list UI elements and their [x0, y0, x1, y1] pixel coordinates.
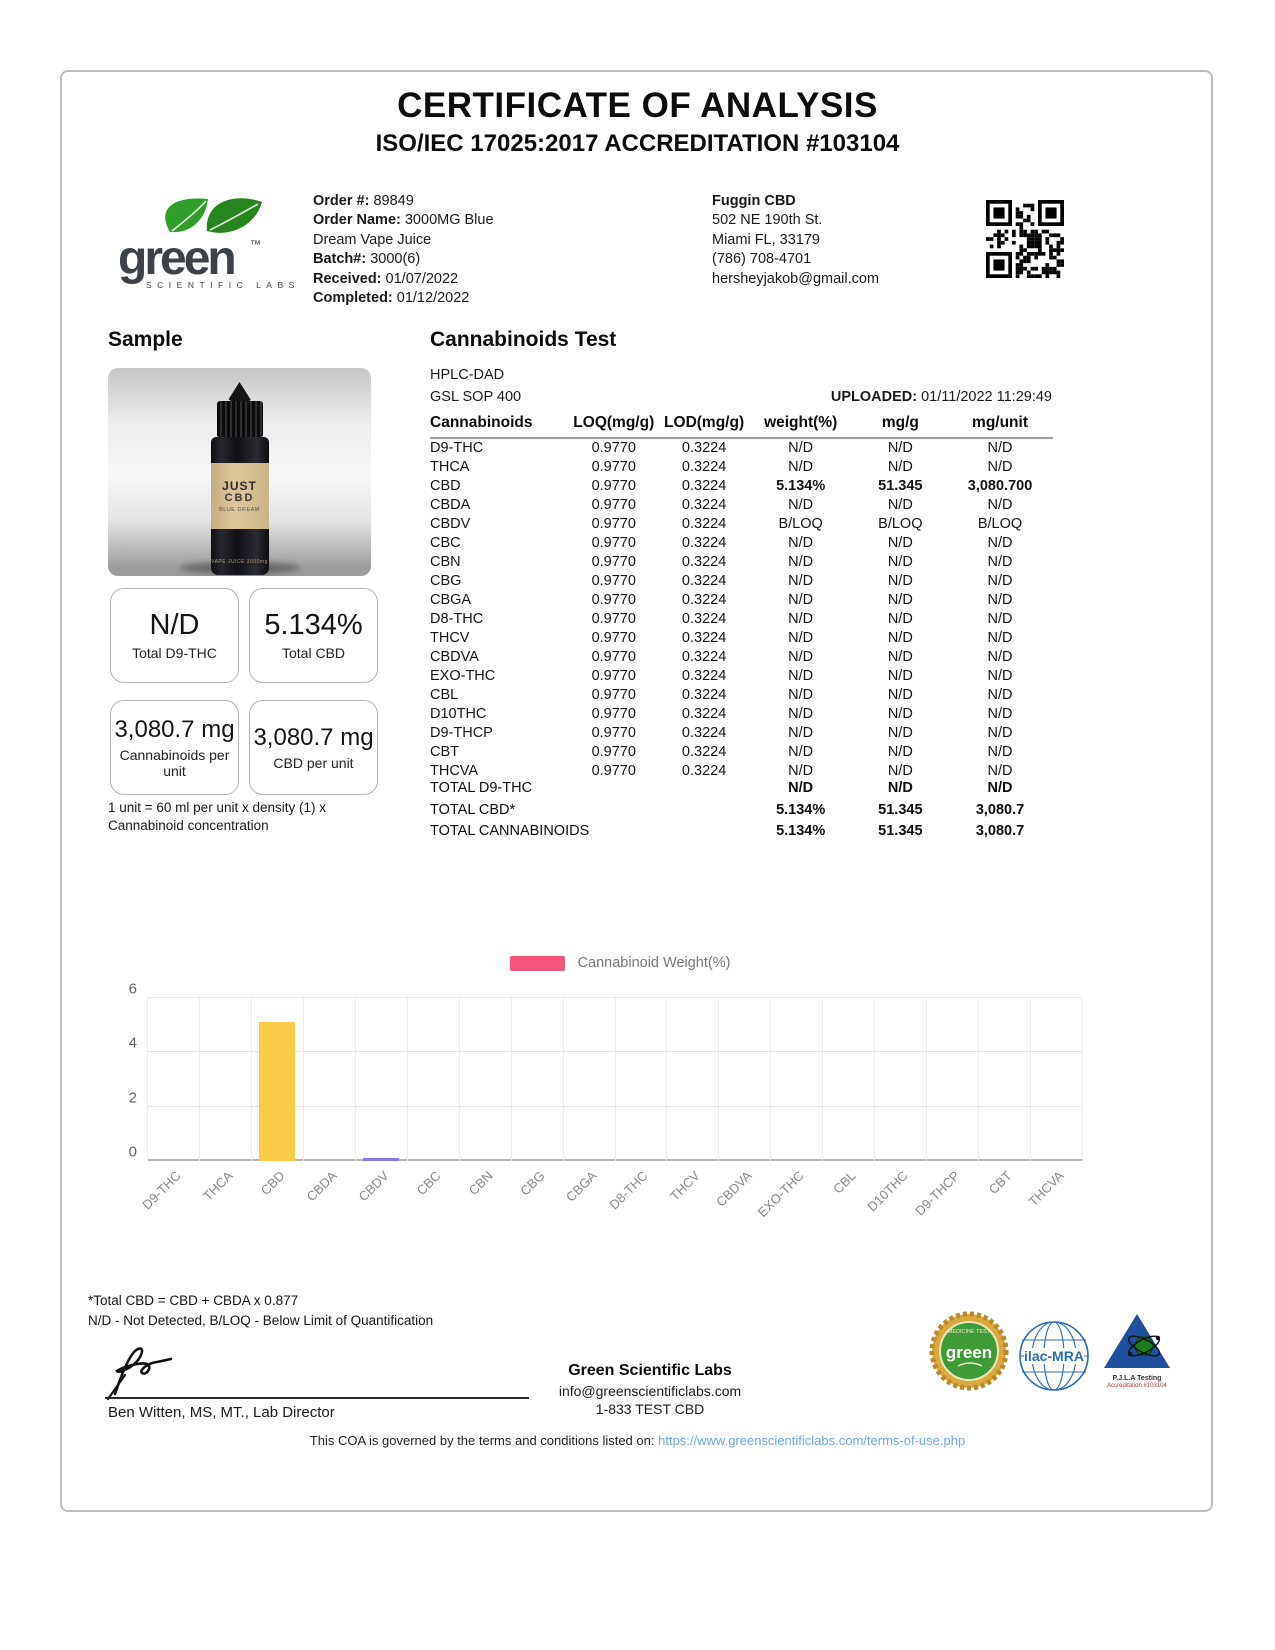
total-cell: 3,080.7 — [975, 823, 1025, 839]
total-cell: 5.134% — [776, 823, 826, 839]
lab-contact — [420, 1360, 880, 1419]
table-cell: N/D — [887, 724, 913, 741]
bottle-brand-bottom: CBD — [224, 491, 255, 504]
order-field: Order #: 89849 — [313, 193, 414, 209]
x-tick-label: CBGA — [562, 1168, 600, 1205]
chart-legend — [135, 955, 1105, 971]
table-cell: 0.3224 — [681, 629, 727, 646]
table-cell: 0.9770 — [591, 572, 636, 589]
table-cell: 0.3224 — [681, 667, 727, 684]
chart-plot-area — [128, 980, 1082, 1161]
table-cell: N/D — [887, 496, 913, 513]
table-cell: N/D — [887, 553, 913, 570]
table-cell: 0.9770 — [591, 648, 636, 665]
table-cell: 0.3224 — [681, 477, 727, 494]
x-tick-label: CBDVA — [713, 1168, 755, 1210]
table-cell: N/D — [788, 705, 814, 722]
table-cell: N/D — [788, 496, 814, 513]
table-cell: N/D — [987, 648, 1013, 665]
ilac-mra-icon — [1016, 1318, 1092, 1394]
stat-cbd-per-unit — [249, 700, 378, 795]
vertical-gridline — [978, 998, 979, 1161]
sop-uploaded-row — [430, 389, 1052, 405]
qr-code — [986, 200, 1064, 278]
x-tick-label: THCA — [199, 1168, 236, 1204]
y-tick-label: 0 — [128, 1143, 137, 1161]
footnote-abbreviations: N/D - Not Detected, B/LOQ - Below Limit of Quantification — [88, 1313, 434, 1329]
stat-value: 3,080.7 mg — [253, 723, 374, 751]
table-cell: 0.3224 — [681, 496, 727, 513]
vertical-gridline — [563, 998, 564, 1161]
table-cell: N/D — [788, 553, 814, 570]
client-line: hersheyjakob@gmail.com — [712, 270, 880, 287]
table-cell: N/D — [788, 686, 814, 703]
table-cell: 0.3224 — [681, 515, 727, 532]
lab-phone: 1-833 TEST CBD — [595, 1401, 705, 1418]
table-cell: N/D — [987, 591, 1013, 608]
table-cell: 0.3224 — [681, 440, 727, 456]
stat-label: CBD per unit — [273, 754, 354, 771]
table-cell: EXO-THC — [430, 667, 496, 684]
total-row — [430, 823, 1053, 845]
x-tick-label: THCV — [667, 1168, 704, 1204]
table-cell: N/D — [788, 572, 814, 589]
table-cell: 0.3224 — [681, 610, 727, 627]
table-row — [430, 685, 1053, 704]
lab-name: Green Scientific Labs — [568, 1362, 732, 1379]
bottle-variant: BLUE DREAM — [219, 506, 260, 513]
table-cell: N/D — [887, 440, 913, 456]
table-cell: CBGA — [430, 591, 472, 608]
product-bottle — [210, 382, 270, 575]
bottle-label — [211, 463, 269, 529]
uploaded-timestamp: UPLOADED: 01/11/2022 11:29:49 — [830, 389, 1052, 405]
table-cell: B/LOQ — [778, 515, 823, 532]
vertical-gridline — [459, 998, 460, 1161]
order-field: Completed: 01/12/2022 — [313, 290, 470, 307]
table-row — [430, 514, 1053, 533]
table-cell: N/D — [887, 534, 913, 551]
client-line: (786) 708-4701 — [712, 251, 812, 268]
vertical-gridline — [147, 998, 148, 1161]
table-cell: CBDV — [430, 515, 471, 532]
vertical-gridline — [666, 998, 667, 1161]
x-tick-label: CBDV — [355, 1168, 392, 1205]
table-cell: N/D — [987, 743, 1013, 760]
table-cell: 0.9770 — [591, 591, 636, 608]
total-cell: TOTAL CBD* — [430, 801, 516, 818]
x-tick-label: THCVA — [1025, 1168, 1067, 1210]
bottle-cap — [217, 401, 263, 437]
svg-text:™: ™ — [250, 239, 261, 251]
table-cell: CBL — [430, 686, 459, 703]
table-cell: 0.3224 — [681, 553, 727, 570]
terms-line — [0, 1433, 1275, 1448]
terms-link[interactable]: https://www.greenscientificlabs.com/terms-of-use.php — [658, 1433, 966, 1448]
sample-heading: Sample — [108, 328, 183, 351]
vertical-gridline — [511, 998, 512, 1161]
y-tick-label: 6 — [128, 980, 137, 998]
x-tick-label: CBDA — [303, 1168, 340, 1205]
pjla-triangle-icon — [1100, 1312, 1174, 1370]
column-header: mg/g — [854, 412, 947, 438]
column-header: LOQ(mg/g) — [567, 412, 660, 438]
table-cell: 0.9770 — [591, 686, 636, 703]
table-cell: N/D — [788, 440, 814, 456]
table-cell: N/D — [887, 686, 913, 703]
vertical-gridline — [1082, 998, 1083, 1161]
table-cell: N/D — [987, 458, 1013, 475]
svg-text:green: green — [118, 232, 234, 285]
vertical-gridline — [874, 998, 875, 1161]
unit-definition-note: 1 unit = 60 ml per unit x density (1) x Cannabinoid concentration — [108, 800, 326, 833]
legend-label: Cannabinoid Weight(%) — [577, 955, 731, 971]
table-cell: N/D — [987, 667, 1013, 684]
table-row — [430, 495, 1053, 514]
stat-total-d9thc — [110, 588, 239, 683]
table-cell: N/D — [788, 610, 814, 627]
total-cell: 5.134% — [776, 801, 826, 818]
table-cell: N/D — [987, 705, 1013, 722]
client-line: Miami FL, 33179 — [712, 231, 820, 248]
chart-x-axis-labels — [139, 1161, 1082, 1241]
table-cell: N/D — [987, 553, 1013, 570]
badge-ilac-mra — [1016, 1318, 1092, 1399]
terms-text: This COA is governed by the terms and conditions listed on: — [309, 1433, 655, 1448]
total-cell: TOTAL CANNABINOIDS — [430, 823, 590, 839]
x-tick-label: D10THC — [864, 1168, 911, 1215]
table-cell: THCVA — [430, 762, 479, 779]
table-cell: CBG — [430, 572, 462, 589]
total-cell: N/D — [987, 780, 1013, 796]
table-cell: N/D — [987, 629, 1013, 646]
table-cell: N/D — [788, 458, 814, 475]
table-cell: 0.3224 — [681, 743, 727, 760]
table-cell: 0.3224 — [681, 534, 727, 551]
order-field: Batch#: 3000(6) — [313, 251, 421, 268]
test-method: HPLC-DAD — [430, 367, 505, 383]
x-tick-label: CBL — [830, 1168, 859, 1197]
table-cell: THCA — [430, 458, 470, 475]
client-name: Fuggin CBD — [712, 193, 796, 209]
test-sop: GSL SOP 400 — [430, 389, 522, 405]
table-cell: 0.9770 — [591, 496, 636, 513]
document-title: CERTIFICATE OF ANALYSIS — [397, 86, 878, 125]
table-cell: N/D — [887, 458, 913, 475]
y-tick-label: 2 — [128, 1089, 137, 1107]
badge-green-seal — [928, 1310, 1010, 1397]
svg-text:ilac-MRA: ilac-MRA — [1024, 1348, 1084, 1364]
stat-value: 5.134% — [264, 609, 363, 642]
table-cell: CBDVA — [430, 648, 479, 665]
table-cell: N/D — [788, 762, 814, 779]
table-cell: 0.9770 — [591, 515, 636, 532]
total-cell: 3,080.7 — [975, 801, 1025, 818]
totals-rows — [430, 780, 1053, 845]
table-cell: 5.134% — [776, 477, 826, 494]
table-cell: N/D — [987, 496, 1013, 513]
table-row — [430, 476, 1053, 495]
lab-email: info@greenscientificlabs.com — [558, 1382, 742, 1399]
table-cell: 0.9770 — [591, 610, 636, 627]
cannabinoid-weight-chart — [95, 955, 1105, 1241]
svg-text:green: green — [945, 1343, 993, 1362]
y-tick-label: 4 — [128, 1034, 137, 1052]
stat-label: Cannabinoids per unit — [119, 746, 230, 779]
table-cell: 0.9770 — [591, 534, 636, 551]
table-cell: N/D — [788, 591, 814, 608]
vertical-gridline — [718, 998, 719, 1161]
table-cell: D9-THC — [430, 440, 484, 456]
table-cell: 0.9770 — [591, 440, 636, 456]
vertical-gridline — [251, 998, 252, 1161]
table-cell: 0.3224 — [681, 591, 727, 608]
table-cell: N/D — [887, 591, 913, 608]
lab-logo — [112, 192, 307, 292]
table-cell: 51.345 — [878, 477, 923, 494]
table-cell: N/D — [788, 724, 814, 741]
table-cell: N/D — [987, 610, 1013, 627]
vertical-gridline — [407, 998, 408, 1161]
bottle-tip — [228, 382, 252, 401]
table-cell: N/D — [887, 762, 913, 779]
signature — [105, 1342, 225, 1405]
table-row — [430, 723, 1053, 742]
table-row — [430, 590, 1053, 609]
table-cell: CBC — [430, 534, 461, 551]
client-info — [712, 192, 952, 289]
column-header: LOD(mg/g) — [660, 412, 747, 438]
table-cell: 0.3224 — [681, 762, 727, 779]
column-header: Cannabinoids — [430, 412, 567, 438]
stat-label: Total CBD — [281, 645, 346, 662]
table-cell: N/D — [788, 667, 814, 684]
table-row — [430, 704, 1053, 723]
table-row — [430, 609, 1053, 628]
total-cell: N/D — [887, 780, 913, 796]
bottle-info-text: VAPE JUICE 3000mg — [211, 559, 268, 565]
total-cell: TOTAL D9-THC — [430, 780, 533, 796]
total-cell: N/D — [788, 780, 814, 796]
table-row — [430, 533, 1053, 552]
x-tick-label: D8-THC — [606, 1168, 652, 1213]
total-cell: 51.345 — [878, 823, 923, 839]
x-tick-label: CBC — [413, 1168, 444, 1199]
stat-value: 3,080.7 mg — [114, 715, 235, 743]
sample-product-photo — [108, 368, 371, 576]
client-line: 502 NE 190th St. — [712, 212, 823, 229]
table-cell: N/D — [987, 572, 1013, 589]
table-cell: 0.3224 — [681, 686, 727, 703]
table-cell: 0.9770 — [591, 724, 636, 741]
vertical-gridline — [199, 998, 200, 1161]
table-cell: 0.9770 — [591, 553, 636, 570]
table-cell: N/D — [788, 629, 814, 646]
table-cell: 0.9770 — [591, 629, 636, 646]
table-cell: N/D — [788, 534, 814, 551]
table-cell: 0.9770 — [591, 705, 636, 722]
table-cell: 0.9770 — [591, 743, 636, 760]
table-cell: CBT — [430, 743, 459, 760]
vertical-gridline — [303, 998, 304, 1161]
x-tick-label: D9-THCP — [912, 1168, 963, 1219]
table-cell: 0.3224 — [681, 648, 727, 665]
vertical-gridline — [615, 998, 616, 1161]
table-cell: B/LOQ — [878, 515, 923, 532]
table-cell: 0.9770 — [591, 477, 636, 494]
bottle-body — [211, 437, 269, 575]
svg-text:SCIENTIFIC LABS: SCIENTIFIC LABS — [146, 280, 300, 290]
table-cell: N/D — [788, 743, 814, 760]
table-cell: N/D — [788, 648, 814, 665]
total-row — [430, 780, 1053, 802]
x-tick-label: CBG — [516, 1168, 548, 1199]
table-cell: N/D — [887, 743, 913, 760]
cannabinoids-table — [430, 412, 1053, 780]
table-cell: D10THC — [430, 705, 487, 722]
table-row — [430, 457, 1053, 476]
table-cell: N/D — [987, 440, 1013, 456]
table-cell: N/D — [987, 762, 1013, 779]
footnote-total-cbd: *Total CBD = CBD + CBDA x 0.877 — [88, 1293, 299, 1308]
table-cell: N/D — [887, 648, 913, 665]
table-cell: 0.3224 — [681, 458, 727, 475]
table-cell: N/D — [987, 724, 1013, 741]
bottle-brand-top: JUST — [222, 478, 257, 493]
table-cell: N/D — [887, 629, 913, 646]
stat-label: Total D9-THC — [132, 645, 217, 662]
lab-director-name: Ben Witten, MS, MT., Lab Director — [108, 1404, 335, 1421]
stat-total-cbd — [249, 588, 378, 683]
table-cell: N/D — [987, 534, 1013, 551]
legend-swatch — [510, 956, 565, 971]
table-cell: N/D — [987, 686, 1013, 703]
column-header: weight(%) — [748, 412, 854, 438]
bar-CBD — [259, 1022, 295, 1161]
table-cell: 3,080.700 — [967, 477, 1033, 494]
x-tick-label: D9-THC — [139, 1168, 184, 1213]
test-heading: Cannabinoids Test — [430, 328, 617, 351]
vertical-gridline — [355, 998, 356, 1161]
column-header: mg/unit — [947, 412, 1053, 438]
vertical-gridline — [926, 998, 927, 1161]
table-header-row — [430, 412, 1053, 438]
table-row — [430, 571, 1053, 590]
order-field: Order Name: 3000MG Blue Dream Vape Juice — [313, 212, 494, 248]
svg-text:MEDICINE TEST: MEDICINE TEST — [947, 1329, 991, 1335]
signature-icon — [105, 1342, 225, 1400]
table-cell: N/D — [887, 572, 913, 589]
table-row — [430, 647, 1053, 666]
table-cell: 0.9770 — [591, 667, 636, 684]
table-row — [430, 742, 1053, 761]
order-field: Received: 01/07/2022 — [313, 270, 459, 287]
document-subtitle: ISO/IEC 17025:2017 ACCREDITATION #103104 — [375, 130, 900, 157]
x-tick-label: EXO-THC — [754, 1168, 807, 1220]
table-cell: CBN — [430, 553, 461, 570]
table-cell: THCV — [430, 629, 470, 646]
table-cell: 0.9770 — [591, 458, 636, 475]
footnotes — [88, 1291, 433, 1332]
table-row — [430, 438, 1053, 457]
vertical-gridline — [770, 998, 771, 1161]
table-cell: CBD — [430, 477, 461, 494]
x-tick-label: CBD — [257, 1168, 288, 1199]
vertical-gridline — [1030, 998, 1031, 1161]
green-leaves-logo-icon — [112, 192, 307, 292]
order-info — [313, 192, 518, 309]
green-seal-icon — [928, 1310, 1010, 1392]
table-cell: 0.9770 — [591, 762, 636, 779]
table-cell: 0.3224 — [681, 705, 727, 722]
table-cell: CBDA — [430, 496, 471, 513]
table-cell: 0.3224 — [681, 572, 727, 589]
table-row — [430, 761, 1053, 780]
stat-cannabinoids-per-unit — [110, 700, 239, 795]
table-row — [430, 628, 1053, 647]
total-row — [430, 802, 1053, 824]
table-cell: N/D — [887, 705, 913, 722]
table-cell: 0.3224 — [681, 724, 727, 741]
table-row — [430, 666, 1053, 685]
vertical-gridline — [822, 998, 823, 1161]
table-cell: B/LOQ — [977, 515, 1023, 532]
x-tick-label: CBT — [985, 1168, 1015, 1197]
table-cell: N/D — [887, 667, 913, 684]
table-cell: D8-THC — [430, 610, 484, 627]
table-row — [430, 552, 1053, 571]
x-tick-label: CBN — [465, 1168, 496, 1199]
stat-value: N/D — [149, 609, 200, 642]
qr-pattern-icon — [986, 200, 1064, 278]
table-cell: N/D — [887, 610, 913, 627]
table-cell: D9-THCP — [430, 724, 493, 741]
total-cell: 51.345 — [878, 801, 923, 818]
badge-pjla: P.J.L.A Testing Accreditation #103104 — [1100, 1312, 1174, 1391]
